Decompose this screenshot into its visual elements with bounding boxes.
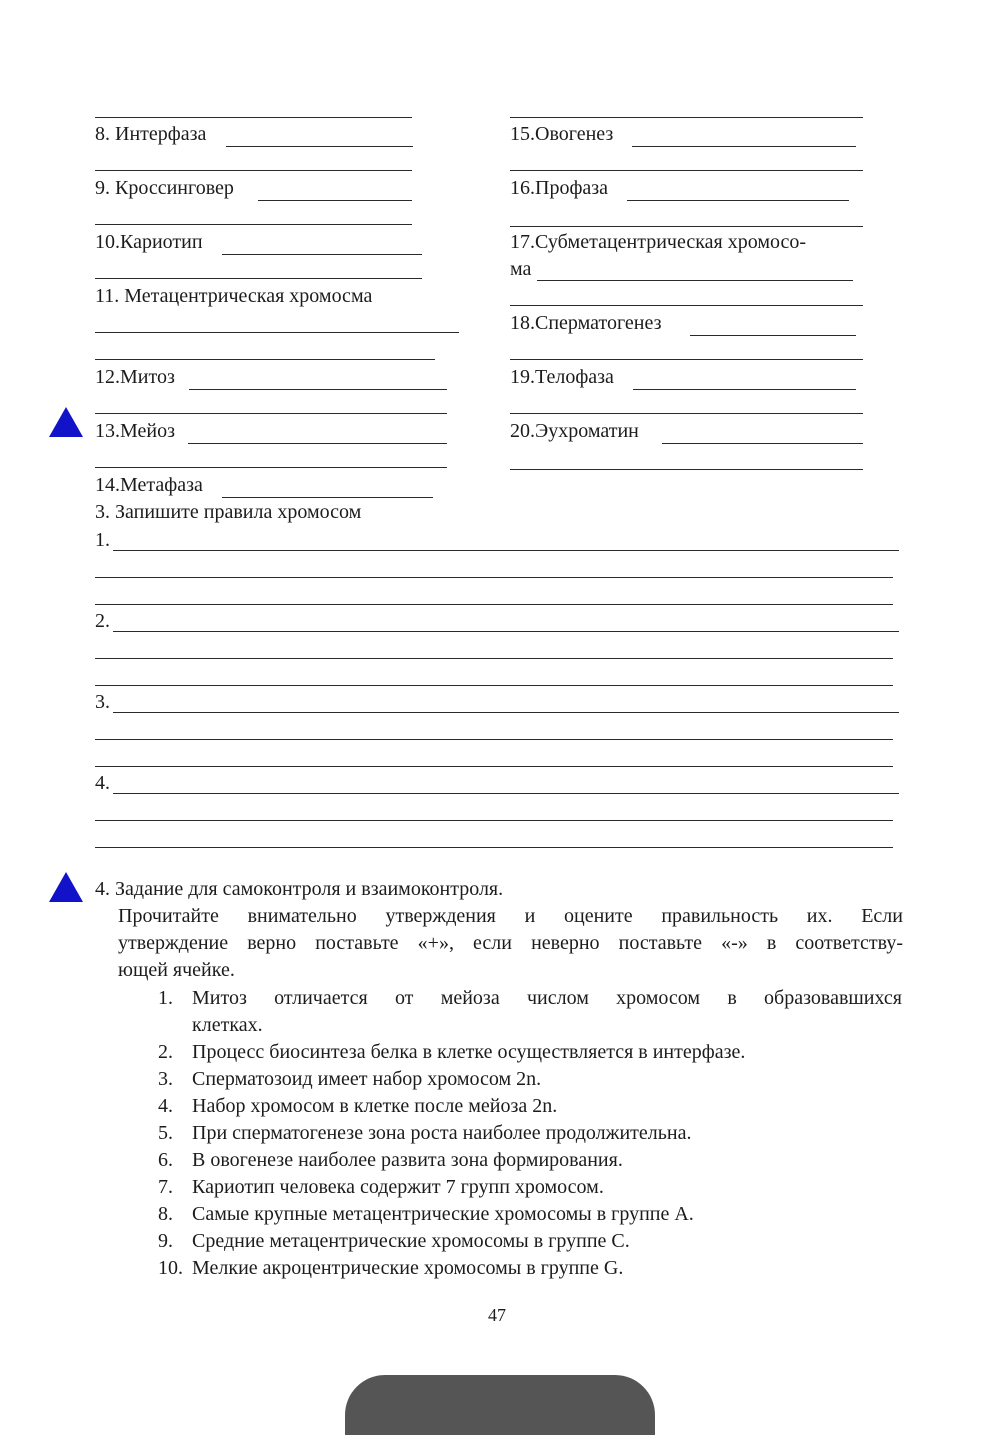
answer-line[interactable]: [95, 685, 893, 686]
term-label: 10.Кариотип: [95, 231, 203, 253]
page-number: 47: [488, 1305, 506, 1325]
answer-line[interactable]: [537, 280, 853, 281]
statement-number: 5.: [158, 1122, 173, 1144]
statement-number: 3.: [158, 1068, 173, 1090]
statement-text: Мелкие акроцентрические хромосомы в группе G.: [192, 1257, 624, 1279]
answer-line[interactable]: [222, 254, 422, 255]
answer-line[interactable]: [95, 117, 412, 118]
term-label: 16.Профаза: [510, 177, 609, 199]
answer-line[interactable]: [113, 712, 899, 713]
term-label: 20.Эухроматин: [510, 420, 639, 442]
answer-line[interactable]: [95, 577, 893, 578]
statement-number: 6.: [158, 1149, 173, 1171]
answer-line[interactable]: [510, 170, 863, 171]
answer-line[interactable]: [188, 443, 447, 444]
answer-line[interactable]: [510, 359, 863, 360]
answer-line[interactable]: [226, 146, 413, 147]
answer-line[interactable]: [95, 604, 893, 605]
statement-number: 4.: [158, 1095, 173, 1117]
answer-line[interactable]: [633, 389, 856, 390]
term-label: 15.Овогенез: [510, 123, 614, 145]
statement-number: 9.: [158, 1230, 173, 1252]
answer-line[interactable]: [627, 200, 849, 201]
answer-line[interactable]: [690, 335, 856, 336]
answer-line[interactable]: [510, 305, 863, 306]
instruction-line: Прочитайте внимательно утверждения и оцените правильность их. Если: [118, 905, 903, 927]
answer-line[interactable]: [95, 359, 435, 360]
answer-line[interactable]: [222, 497, 433, 498]
answer-line[interactable]: [113, 793, 899, 794]
statement-number: 10.: [158, 1257, 183, 1279]
answer-line[interactable]: [95, 658, 893, 659]
answer-line[interactable]: [510, 117, 863, 118]
answer-line[interactable]: [95, 766, 893, 767]
statement-text: В овогенезе наиболее развита зона формирования.: [192, 1149, 623, 1171]
statement-text: Митоз отличается от мейоза числом хромосом в образовавшихся: [192, 987, 902, 1009]
term-label: 11. Метацентрическая хромосма: [95, 285, 373, 307]
answer-line[interactable]: [95, 278, 422, 279]
answer-line[interactable]: [95, 847, 893, 848]
rule-number: 4.: [95, 772, 110, 794]
task3-title: 3. Запишите правила хромосом: [95, 501, 362, 523]
task4-title: 4. Задание для самоконтроля и взаимоконтроля.: [95, 878, 504, 900]
answer-line[interactable]: [95, 739, 893, 740]
term-label: 13.Мейоз: [95, 420, 175, 442]
bottom-overlay-bar[interactable]: [345, 1375, 655, 1435]
answer-line[interactable]: [189, 389, 447, 390]
statement-number: 8.: [158, 1203, 173, 1225]
answer-line[interactable]: [95, 467, 447, 468]
term-label: 14.Метафаза: [95, 474, 203, 496]
statement-text: Средние метацентрические хромосомы в группе С.: [192, 1230, 630, 1252]
statement-number: 2.: [158, 1041, 173, 1063]
rule-number: 1.: [95, 529, 110, 551]
term-label-continued: ма: [510, 258, 532, 280]
answer-line[interactable]: [632, 146, 856, 147]
rule-number: 3.: [95, 691, 110, 713]
answer-line[interactable]: [662, 443, 863, 444]
term-label: 18.Сперматогенез: [510, 312, 662, 334]
answer-line[interactable]: [95, 224, 412, 225]
statement-text: Набор хромосом в клетке после мейоза 2n.: [192, 1095, 558, 1117]
rule-number: 2.: [95, 610, 110, 632]
answer-line[interactable]: [95, 413, 447, 414]
answer-line[interactable]: [95, 332, 459, 333]
answer-line[interactable]: [113, 550, 899, 551]
term-label: 12.Митоз: [95, 366, 175, 388]
answer-line[interactable]: [258, 200, 412, 201]
statement-text-continued: клетках.: [192, 1014, 263, 1036]
term-label: 8. Интерфаза: [95, 123, 207, 145]
instruction-line: ющей ячейке.: [118, 959, 235, 981]
answer-line[interactable]: [510, 413, 863, 414]
answer-line[interactable]: [113, 631, 899, 632]
statement-number: 7.: [158, 1176, 173, 1198]
statement-text: При сперматогенезе зона роста наиболее продолжительна.: [192, 1122, 692, 1144]
answer-line[interactable]: [95, 820, 893, 821]
statement-number: 1.: [158, 987, 173, 1009]
statement-text: Самые крупные метацентрические хромосомы в группе А.: [192, 1203, 694, 1225]
term-label: 19.Телофаза: [510, 366, 614, 388]
statement-text: Кариотип человека содержит 7 групп хромосом.: [192, 1176, 604, 1198]
statement-text: Процесс биосинтеза белка в клетке осуществляется в интерфазе.: [192, 1041, 746, 1063]
term-label: 17.Субметацентрическая хромосо-: [510, 231, 807, 253]
term-label: 9. Кроссинговер: [95, 177, 234, 199]
blue-triangle-icon: [49, 872, 83, 902]
instruction-line: утверждение верно поставьте «+», если неверно поставьте «-» в соответству-: [118, 932, 903, 954]
statement-text: Сперматозоид имеет набор хромосом 2n.: [192, 1068, 542, 1090]
answer-line[interactable]: [95, 170, 412, 171]
answer-line[interactable]: [510, 226, 863, 227]
answer-line[interactable]: [510, 469, 863, 470]
blue-triangle-icon: [49, 407, 83, 437]
